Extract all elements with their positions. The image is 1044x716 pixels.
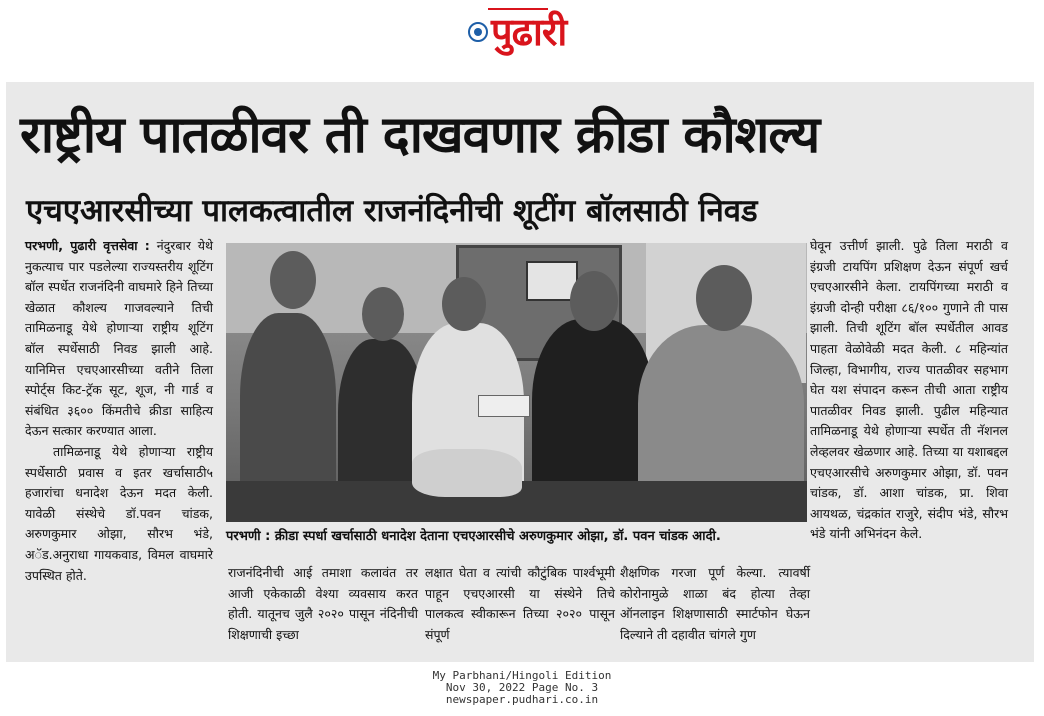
edition-footer <box>0 670 1044 706</box>
emblem-icon <box>468 22 488 42</box>
article-dateline: परभणी, पुढारी वृत्तसेवा : <box>25 238 150 253</box>
photo-head-1 <box>270 251 316 309</box>
masthead <box>0 0 1044 70</box>
photo-cheque <box>478 395 530 417</box>
photo-caption: परभणी : क्रीडा स्पर्धा खर्चासाठी धनादेश देताना एचएआरसीचे अरुणकुमार ओझा, डॉ. पवन चांडक आदी. <box>226 529 721 544</box>
photo-head-4 <box>570 271 618 331</box>
article-text: नंदुरबार येथे नुकत्याच पार पडलेल्या राज्यस्तरीय शूटिंग बॉल स्पर्धेत राजनंदिनी वाघमारे हिने तिच्या खेळात कौशल्य गाजवल्याने तिची तामिळनाडू येथे होणाऱ्या राष्ट्रीय शूटिंग बॉल स्पर्धेसाठी निवड झाली आहे. यानिमित्त एचएआरसीच्या वतीने तिला स्पोर्ट्स किट-ट्रॅक सूट, शूज, नी गार्ड व संबंधित ३६०० किंमतीचे क्रीडा साहित्य देऊन सत्कार करण्यात आला. <box>25 238 214 439</box>
article-paragraph <box>25 236 213 442</box>
article-subheadline: एचएआरसीच्या पालकत्वातील राजनंदिनीची शूटींग बॉलसाठी निवड <box>26 193 758 229</box>
newspaper-logo[interactable] <box>468 6 578 58</box>
edition-site-link[interactable]: newspaper.pudhari.co.in <box>445 693 599 706</box>
article-column-bottom-2: लक्षात घेता व त्यांची कौटुंबिक पार्श्वभूमी पाहून एचएआरसी या संस्थेने तिचे पालकत्व स्वीकारून तिच्या २०२० पासून संपूर्ण <box>425 565 615 642</box>
photo-sports-kit <box>412 449 522 497</box>
photo-head-2 <box>362 287 404 341</box>
article-column-right: घेवून उत्तीर्ण झाली. पुढे तिला मराठी व इंग्रजी टायपिंग प्रशिक्षण देऊन संपूर्ण खर्च एचएआरसीने केला. टायपिंगच्या मराठी व इंग्रजी दोन्ही परीक्षा ८६/१०० गुणाने ती पास झाली. तिची शूटिंग बॉल स्पर्धेतील आवड पाहता वेळोवेळी मदत केली. ८ महिन्यांत जिल्हा, विभागीय, राज्य पातळीवर सहभाग घेत यश संपादन करून तीची आता राष्ट्रीय पातळीवर निवड झाली. पुढील महिन्यात तामिळनाडू येथे होणाऱ्या स्पर्धेत ती नॅशनल लेव्हलवर खेळणार आहे. तिच्या या यशाबद्दल एचएआरसीचे अरुणकुमार ओझा, डॉ. पवन चांडक, डॉ. आशा चांडक, प्रा. शिवा आयथळ, चंद्रकांत राजुरे, संदीप भंडे, सौरभ भंडे यांनी अभिनंदन केले. <box>810 238 1008 542</box>
photo-head-5 <box>696 265 752 331</box>
article-column-bottom-3: शैक्षणिक गरजा पूर्ण केल्या. त्यावर्षी कोरोनामुळे शाळा बंद होत्या तेव्हा ऑनलाइन शिक्षणासाठी स्मार्टफोन घेऊन दिल्याने ती दहावीत चांगले गुण <box>620 565 810 642</box>
article-column-bottom-1: राजनंदिनीची आई तमाशा कलावंत तर आजी एकेकाळी वेश्या व्यवसाय करत होती. यातूनच जुलै २०२० पासून नंदिनीची शिक्षणाची इच्छा <box>228 565 418 642</box>
edition-date-page: Nov 30, 2022 Page No. 3 <box>445 681 599 694</box>
article-photo <box>226 243 807 522</box>
article-paragraph: तामिळनाडू येथे होणाऱ्या राष्ट्रीय स्पर्धेसाठी प्रवास व इतर खर्चासाठी५ हजारांचा धनादेश देऊन मदत केली. यावेळी संस्थेचे डॉ.पवन चांडक, अरुणकुमार ओझा, सौरभ भंडे, अॅड.अनुराधा गायकवाड, विमल वाघमारे उपस्थित होते. <box>25 443 213 583</box>
article-headline: राष्ट्रीय पातळीवर ती दाखवणार क्रीडा कौशल्य <box>20 106 820 165</box>
article-column-left <box>25 236 213 586</box>
edition-name: My Parbhani/Hingoli Edition <box>432 669 612 682</box>
logo-text: पुढारी <box>491 10 567 54</box>
photo-head-3 <box>442 277 486 331</box>
